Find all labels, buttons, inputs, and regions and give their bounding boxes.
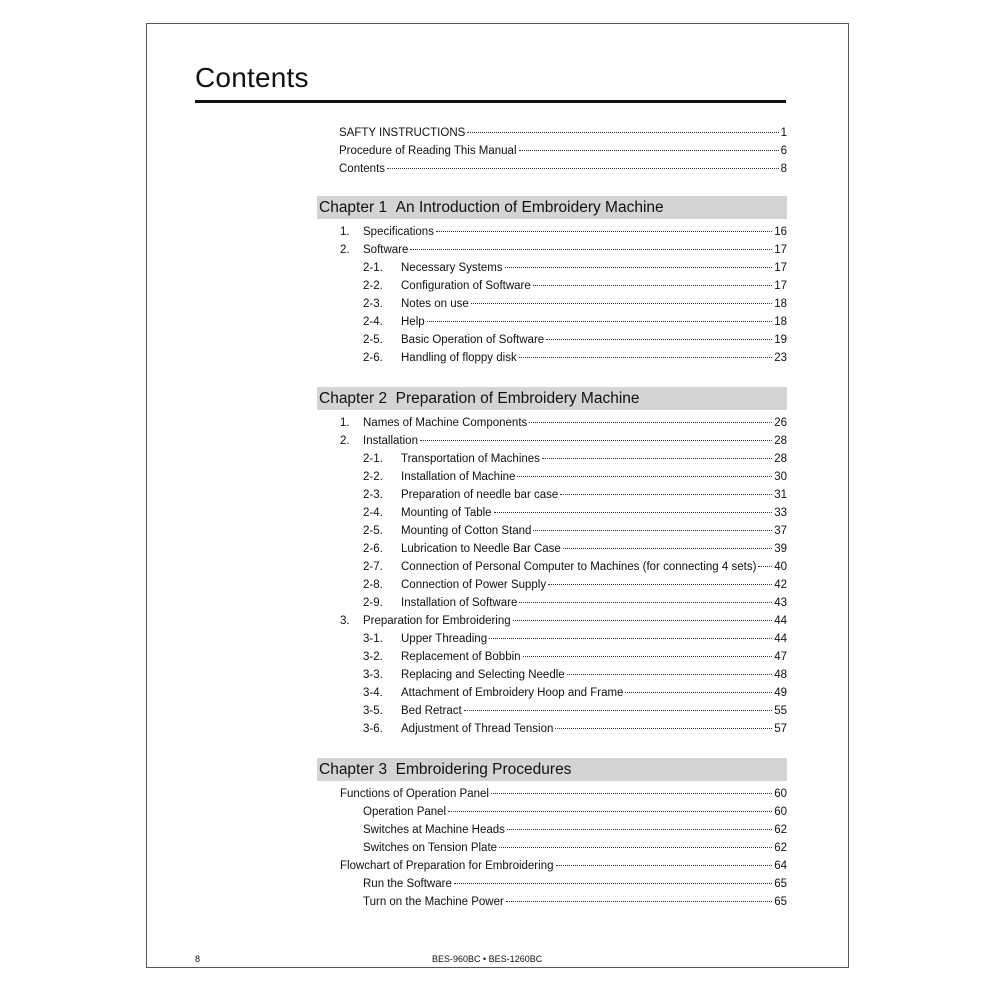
entry-label: Attachment of Embroidery Hoop and Frame: [401, 687, 624, 699]
entry-label: Basic Operation of Software: [401, 334, 545, 346]
toc-entry: [317, 504, 787, 522]
dot-leader: [517, 476, 772, 477]
entry-page-number: 17: [774, 244, 787, 256]
toc-entry: [317, 666, 787, 684]
entry-label: Necessary Systems: [401, 262, 503, 274]
entry-label: Switches at Machine Heads: [363, 824, 505, 836]
dot-leader: [519, 357, 772, 358]
entry-number: 2-5.: [363, 525, 383, 537]
toc-entry: [317, 241, 787, 259]
entry-label: Configuration of Software: [401, 280, 531, 292]
entry-number: 3-3.: [363, 669, 383, 681]
entry-label: Run the Software: [363, 878, 452, 890]
entry-label: Mounting of Table: [401, 507, 492, 519]
toc-entry: [317, 160, 787, 178]
dot-leader: [523, 656, 773, 657]
entry-page-number: 17: [774, 262, 787, 274]
entry-label: Connection of Personal Computer to Machines (for connecting 4 sets): [401, 561, 757, 573]
toc-entry: [317, 857, 787, 875]
toc-entry: [317, 612, 787, 630]
entry-number: 2-2.: [363, 471, 383, 483]
toc-entry: [317, 313, 787, 331]
entry-page-number: 30: [774, 471, 787, 483]
entry-number: 2-6.: [363, 543, 383, 555]
entry-number: 1.: [340, 417, 350, 429]
entry-label: SAFTY INSTRUCTIONS: [339, 127, 466, 139]
toc-entry: [317, 839, 787, 857]
toc-entry: [317, 142, 787, 160]
entry-page-number: 65: [774, 896, 787, 908]
entry-label: Preparation for Embroidering: [363, 615, 511, 627]
front-matter: [317, 124, 787, 178]
entry-number: 2-1.: [363, 453, 383, 465]
dot-leader: [507, 829, 772, 830]
entry-page-number: 6: [780, 145, 787, 157]
entry-page-number: 17: [774, 280, 787, 292]
entry-number: 3-2.: [363, 651, 383, 663]
dot-leader: [436, 231, 772, 232]
chapters: [317, 196, 787, 911]
toc-entry: [317, 720, 787, 738]
toc-entry: [317, 124, 787, 142]
entry-number: 2-6.: [363, 352, 383, 364]
entry-number: 3-4.: [363, 687, 383, 699]
dot-leader: [758, 566, 772, 567]
entry-page-number: 8: [780, 163, 787, 175]
toc-entry: [317, 893, 787, 911]
entry-number: 2.: [340, 435, 350, 447]
entry-label: Adjustment of Thread Tension: [401, 723, 554, 735]
entry-number: 1.: [340, 226, 350, 238]
toc-entry: [317, 349, 787, 367]
dot-leader: [560, 494, 772, 495]
chapter-heading: Chapter 3 Embroidering Procedures: [317, 758, 787, 781]
dot-leader: [467, 132, 778, 133]
toc-entry: [317, 875, 787, 893]
dot-leader: [471, 303, 772, 304]
entry-page-number: 47: [774, 651, 787, 663]
footer-model: BES-960BC • BES-1260BC: [432, 954, 543, 964]
entry-label: Replacing and Selecting Needle: [401, 669, 565, 681]
entry-label: Installation of Machine: [401, 471, 516, 483]
entry-label: Names of Machine Components: [363, 417, 528, 429]
chapter-heading: Chapter 1 An Introduction of Embroidery Machine: [317, 196, 787, 219]
footer-page-number: 8: [195, 954, 201, 964]
entry-number: 3-6.: [363, 723, 383, 735]
entry-label: Replacement of Bobbin: [401, 651, 521, 663]
entry-page-number: 65: [774, 878, 787, 890]
toc-entry: [317, 223, 787, 241]
entry-page-number: 42: [774, 579, 787, 591]
entry-page-number: 39: [774, 543, 787, 555]
entry-label: Installation: [363, 435, 418, 447]
entry-label: Help: [401, 316, 425, 328]
entry-label: Bed Retract: [401, 705, 462, 717]
dot-leader: [448, 811, 772, 812]
dot-leader: [464, 710, 772, 711]
dot-leader: [410, 249, 772, 250]
dot-leader: [529, 422, 772, 423]
dot-leader: [555, 728, 772, 729]
entry-page-number: 16: [774, 226, 787, 238]
entry-number: 2-2.: [363, 280, 383, 292]
toc-entry: [317, 803, 787, 821]
entry-page-number: 57: [774, 723, 787, 735]
entry-label: Upper Threading: [401, 633, 488, 645]
entry-label: Operation Panel: [363, 806, 447, 818]
entry-number: 3-5.: [363, 705, 383, 717]
dot-leader: [387, 168, 779, 169]
entry-label: Transportation of Machines: [401, 453, 540, 465]
document-page: [146, 23, 849, 968]
toc-entry: [317, 576, 787, 594]
dot-leader: [489, 638, 772, 639]
dot-leader: [499, 847, 772, 848]
toc-entry: [317, 702, 787, 720]
entry-label: Handling of floppy disk: [401, 352, 517, 364]
entry-number: 3-1.: [363, 633, 383, 645]
toc-entry: [317, 785, 787, 803]
toc-entry: [317, 630, 787, 648]
entry-label: Specifications: [363, 226, 434, 238]
toc-entry: [317, 259, 787, 277]
entry-page-number: 55: [774, 705, 787, 717]
toc-entry: [317, 648, 787, 666]
toc-entry: [317, 432, 787, 450]
entry-label: Contents: [339, 163, 386, 175]
entry-page-number: 23: [774, 352, 787, 364]
dot-leader: [519, 150, 779, 151]
entry-page-number: 60: [774, 788, 787, 800]
dot-leader: [625, 692, 772, 693]
entry-label: Switches on Tension Plate: [363, 842, 498, 854]
entry-label: Connection of Power Supply: [401, 579, 547, 591]
entry-page-number: 31: [774, 489, 787, 501]
toc-entry: [317, 414, 787, 432]
dot-leader: [454, 883, 772, 884]
title-rule: [195, 100, 786, 103]
chapter-heading: Chapter 2 Preparation of Embroidery Machine: [317, 387, 787, 410]
entry-page-number: 64: [774, 860, 787, 872]
entry-page-number: 28: [774, 453, 787, 465]
dot-leader: [513, 620, 773, 621]
entry-number: 2-4.: [363, 507, 383, 519]
entry-label: Software: [363, 244, 409, 256]
entry-page-number: 28: [774, 435, 787, 447]
entry-number: 2-3.: [363, 298, 383, 310]
entry-number: 2.: [340, 244, 350, 256]
entry-page-number: 18: [774, 298, 787, 310]
entry-number: 2-8.: [363, 579, 383, 591]
entry-page-number: 43: [774, 597, 787, 609]
entry-page-number: 37: [774, 525, 787, 537]
entry-page-number: 26: [774, 417, 787, 429]
entry-number: 2-4.: [363, 316, 383, 328]
entry-number: 2-9.: [363, 597, 383, 609]
entry-number: 2-7.: [363, 561, 383, 573]
dot-leader: [567, 674, 773, 675]
entry-page-number: 1: [780, 127, 787, 139]
toc-entry: [317, 821, 787, 839]
entry-page-number: 19: [774, 334, 787, 346]
dot-leader: [563, 548, 772, 549]
toc-entry: [317, 684, 787, 702]
entry-page-number: 49: [774, 687, 787, 699]
dot-leader: [519, 602, 772, 603]
entry-page-number: 62: [774, 824, 787, 836]
entry-number: 2-5.: [363, 334, 383, 346]
toc-entry: [317, 295, 787, 313]
entry-page-number: 18: [774, 316, 787, 328]
toc-entry: [317, 277, 787, 295]
toc-entry: [317, 558, 787, 576]
entry-label: Procedure of Reading This Manual: [339, 145, 517, 157]
dot-leader: [491, 793, 772, 794]
entry-label: Flowchart of Preparation for Embroidering: [340, 860, 554, 872]
entry-page-number: 33: [774, 507, 787, 519]
dot-leader: [542, 458, 772, 459]
entry-page-number: 44: [774, 615, 787, 627]
toc-entry: [317, 486, 787, 504]
dot-leader: [494, 512, 773, 513]
dot-leader: [533, 530, 772, 531]
entry-label: Functions of Operation Panel: [340, 788, 489, 800]
entry-number: 3.: [340, 615, 350, 627]
toc-entry: [317, 540, 787, 558]
entry-page-number: 44: [774, 633, 787, 645]
entry-page-number: 48: [774, 669, 787, 681]
table-of-contents: [317, 124, 787, 911]
dot-leader: [427, 321, 773, 322]
entry-page-number: 62: [774, 842, 787, 854]
dot-leader: [548, 584, 772, 585]
toc-entry: [317, 594, 787, 612]
toc-entry: [317, 450, 787, 468]
entry-label: Preparation of needle bar case: [401, 489, 559, 501]
entry-label: Notes on use: [401, 298, 469, 310]
entry-number: 2-1.: [363, 262, 383, 274]
entry-label: Turn on the Machine Power: [363, 896, 504, 908]
dot-leader: [505, 267, 773, 268]
dot-leader: [546, 339, 772, 340]
dot-leader: [506, 901, 772, 902]
toc-entry: [317, 331, 787, 349]
entry-label: Lubrication to Needle Bar Case: [401, 543, 561, 555]
entry-number: 2-3.: [363, 489, 383, 501]
dot-leader: [420, 440, 772, 441]
dot-leader: [556, 865, 773, 866]
entry-page-number: 40: [774, 561, 787, 573]
toc-entry: [317, 468, 787, 486]
entry-page-number: 60: [774, 806, 787, 818]
entry-label: Mounting of Cotton Stand: [401, 525, 532, 537]
entry-label: Installation of Software: [401, 597, 518, 609]
page-title: Contents: [195, 62, 309, 93]
toc-entry: [317, 522, 787, 540]
dot-leader: [533, 285, 772, 286]
